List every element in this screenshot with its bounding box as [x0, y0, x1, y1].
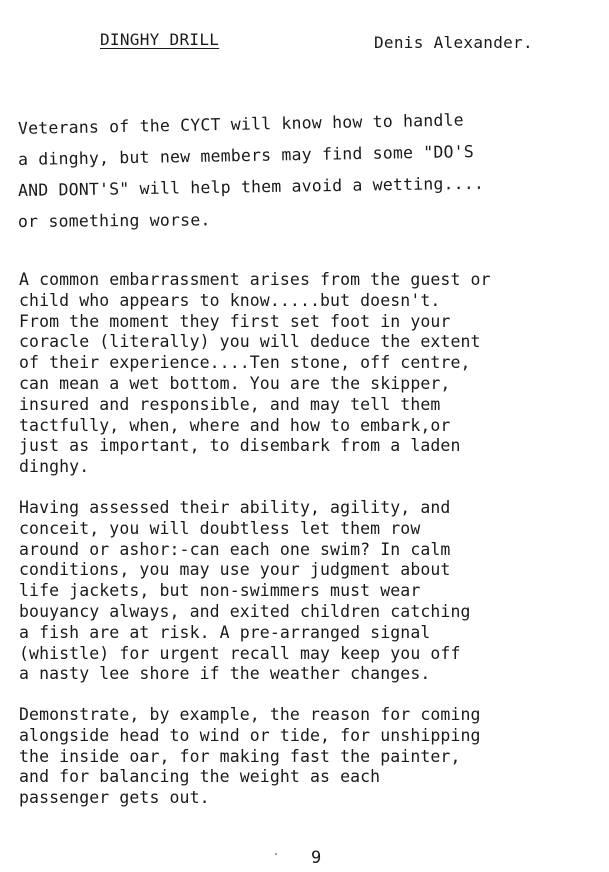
text-line: the inside oar, for making fast the painter, — [19, 746, 461, 766]
text-line: conceit, you will doubtless let them row — [19, 518, 421, 538]
text-line: child who appears to know.....but doesn't. — [19, 290, 441, 310]
text-line: Demonstrate, by example, the reason for coming — [19, 705, 481, 724]
body-paragraph-safety — [19, 498, 607, 685]
text-line: passenger gets out. — [19, 788, 210, 808]
text-line: Having assessed their ability, agility, and — [19, 498, 451, 517]
text-line: coracle (literally) you will deduce the extent — [19, 332, 481, 352]
text-line: or something worse. — [17, 210, 211, 231]
text-line: alongside head to wind or tide, for unshipping — [19, 725, 481, 745]
body-paragraph-guests — [19, 270, 607, 478]
page-number: 9 — [311, 848, 322, 868]
text-line: life jackets, but non-swimmers must wear — [19, 581, 421, 601]
text-line: a nasty lee shore if the weather changes. — [19, 664, 431, 684]
document-title: DINGHY DRILL — [100, 30, 220, 49]
text-line: just as important, to disembark from a laden — [19, 436, 461, 456]
text-line: conditions, you may use your judgment about — [19, 560, 451, 580]
text-line: of their experience....Ten stone, off centre, — [19, 353, 471, 373]
text-line: a dinghy, but new members may find some "DO'S — [17, 142, 475, 169]
author-name: Denis Alexander. — [374, 33, 533, 52]
intro-paragraph — [17, 110, 603, 237]
text-line: AND DONT'S" will help them avoid a wetting.... — [17, 173, 485, 200]
text-line: From the moment they first set foot in your — [19, 311, 451, 331]
text-line: bouyancy always, and exited children catching — [19, 601, 471, 621]
text-line: tactfully, when, where and how to embark,or — [19, 415, 451, 435]
text-line: (whistle) for urgent recall may keep you off — [19, 643, 461, 663]
text-line: and for balancing the weight as each — [19, 767, 381, 787]
text-line: A common embarrassment arises from the guest or — [19, 270, 491, 289]
body-paragraph-demonstrate — [19, 705, 607, 809]
text-line: insured and responsible, and may tell them — [19, 394, 441, 414]
text-line: around or ashor:-can each one swim? In calm — [19, 539, 451, 559]
text-line: can mean a wet bottom. You are the skipper, — [19, 373, 451, 393]
text-line: a fish are at risk. A pre-arranged signal — [19, 622, 431, 642]
text-line: dinghy. — [19, 457, 90, 477]
text-line: Veterans of the CYCT will know how to handle — [17, 110, 464, 138]
ink-speck — [275, 853, 277, 855]
